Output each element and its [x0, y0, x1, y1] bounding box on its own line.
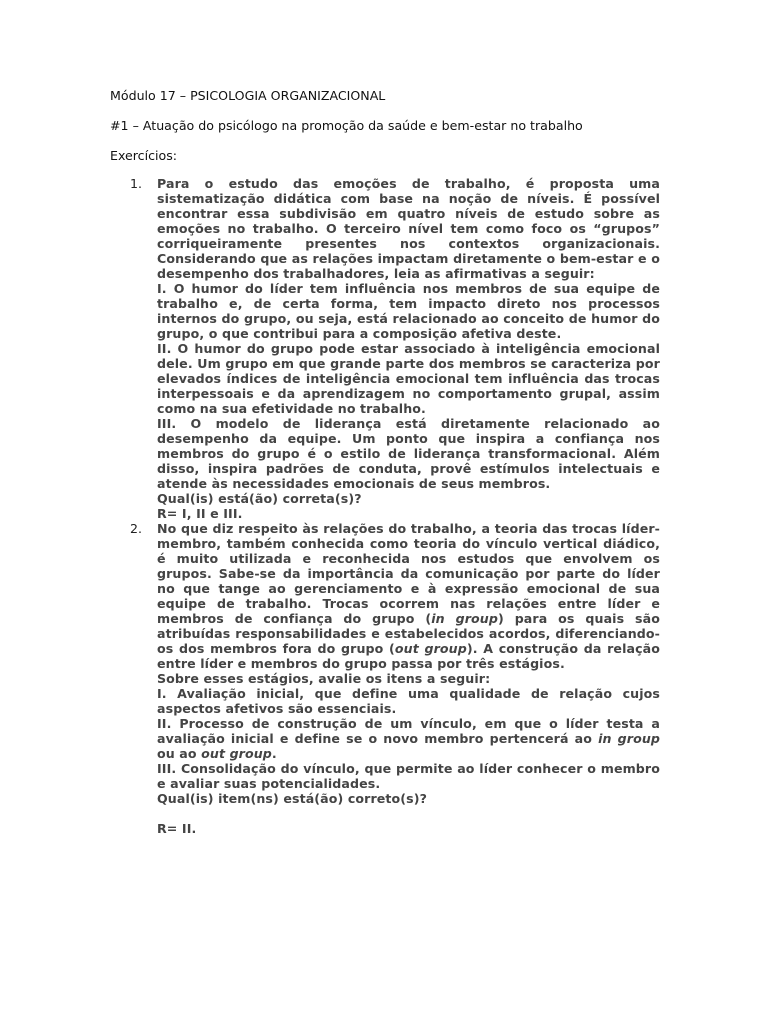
item-ii [157, 716, 660, 761]
in-group-term: in group [431, 611, 498, 626]
question-prompt: Qual(is) item(ns) está(ão) correto(s)? [157, 791, 428, 806]
question-prompt: Qual(is) está(ão) correta(s)? [157, 491, 362, 506]
item-ii-part: . [271, 746, 277, 761]
exercises-label: Exercícios: [110, 148, 178, 163]
intro-part: No que diz respeito às relações do trabalho, a teoria das trocas líder-membro, também conhecida como teoria do vínculo vertical diádico, é muito utilizada e reconhecida nos estudos que envolvem os grupos. Sabe-se da importância da comunicação por parte do líder no que tange ao gerenciamento e à expressão emocional de sua equipe de trabalho. Trocas ocorrem nas relações entre líder e membros de confiança do grupo ( [157, 521, 660, 626]
question-intro: Para o estudo das emoções de trabalho, é proposta uma sistematização didática com base na noção de níveis. É possível encontrar essa subdivisão em quatro níveis de estudo sobre as emoções no trabalho. O terceiro nível tem como foco os “grupos” corriqueiramente presentes nos contextos organizacionais. Considerando que as relações impactam diretamente o bem-estar e o desempenho dos trabalhadores, leia as afirmativas a seguir: [157, 176, 660, 281]
item-i: I. Avaliação inicial, que define uma qualidade de relação cujos aspectos afetivos são essenciais. [157, 686, 660, 716]
statement-i: I. O humor do líder tem influência nos membros de sua equipe de trabalho e, de certa forma, tem impacto direto nos processos internos do grupo, ou seja, está relacionado ao conceito de humor do grupo, o que contribui para a composição afetiva deste. [157, 281, 660, 341]
question-body [157, 176, 660, 521]
statement-iii: III. O modelo de liderança está diretamente relacionado ao desempenho da equipe. Um ponto que inspira a confiança nos membros do grupo é o estilo de liderança transformacional. Além disso, inspira padrões de conduta, provê estímulos intelectuais e atende às necessidades emocionais de seus membros. [157, 416, 660, 491]
answer: R= I, II e III. [157, 506, 243, 521]
question-prompt: Sobre esses estágios, avalie os itens a seguir: [157, 671, 491, 686]
in-group-term: in group [598, 731, 661, 746]
statement-ii: II. O humor do grupo pode estar associado à inteligência emocional dele. Um grupo em que grande parte dos membros se caracteriza por elevados índices de inteligência emocional tem influência das trocas interpessoais e da aprendizagem no comportamento grupal, assim como na sua efetividade no trabalho. [157, 341, 660, 416]
exercise-list [130, 176, 660, 836]
list-item [130, 176, 660, 521]
out-group-term: out group [201, 746, 272, 761]
out-group-term: out group [394, 641, 467, 656]
topic-title: #1 – Atuação do psicólogo na promoção da saúde e bem-estar no trabalho [110, 118, 583, 133]
module-title: Módulo 17 – PSICOLOGIA ORGANIZACIONAL [110, 88, 386, 103]
item-number: 1. [130, 176, 143, 191]
intro-part: ) para os quais são atribuídas responsabilidades e estabelecidos acordos, diferenciando-os dos membros fora do grupo ( [157, 611, 661, 656]
list-item [130, 521, 660, 836]
question-intro [157, 521, 660, 671]
answer: R= II. [157, 821, 197, 836]
item-ii-part: ou ao [157, 746, 202, 761]
intro-part: ). A construção da relação entre líder e membros do grupo passa por três estágios. [157, 641, 661, 671]
item-number: 2. [130, 521, 143, 536]
question-body [157, 521, 660, 836]
item-iii: III. Consolidação do vínculo, que permite ao líder conhecer o membro e avaliar suas potencialidades. [157, 761, 660, 791]
blank-line [157, 806, 660, 821]
item-ii-part: II. Processo de construção de um vínculo, em que o líder testa a avaliação inicial e define se o novo membro pertencerá ao [157, 716, 660, 746]
